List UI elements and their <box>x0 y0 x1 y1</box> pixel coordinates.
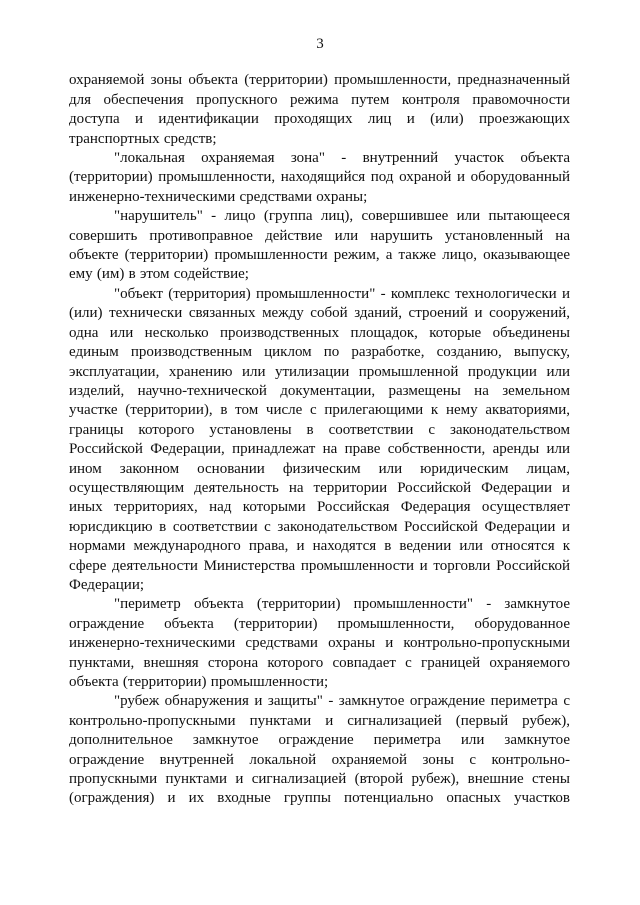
paragraph-definition-local-guarded-zone: "локальная охраняемая зона" - внутренний участок объекта (территории) промышленности, находящийся под охраной и оборудованный инженерно-техническими средствами охраны; <box>69 150 570 205</box>
paragraph-definition-perimeter: "периметр объекта (территории) промышленности" - замкнутое ограждение объекта (территории) промышленности, оборудованное инженерно-техническими средствами охраны и контрольно-пропускными пунктами, внешняя сторона которого совпадает с границей охраняемого объекта (территории) промышленности; <box>69 596 570 690</box>
page-number: 3 <box>316 36 324 52</box>
document-body <box>69 71 570 808</box>
paragraph-continuation-guarded-zone: охраняемой зоны объекта (территории) промышленности, предназначенный для обеспечения пропускного режима путем контроля правомочности доступа и идентификации проходящих лиц и (или) проезжающих транспортных средств; <box>69 72 570 147</box>
paragraph-definition-industry-object: "объект (территория) промышленности" - комплекс технологически и (или) технически связанных между собой зданий, строений и сооружений, одна или несколько производственных площадок, которые объединены единым производственным циклом по разработке, созданию, выпуску, эксплуатации, хранению или утилизации промышленной продукции или изделий, научно-технической документации, размещены на земельном участке (территории), в том числе с прилегающими к нему акваториями, границы которого установлены в соответствии с законодательством Российской Федерации, принадлежат на праве собственности, аренды или ином законном основании физическим или юридическим лицам, осуществляющим деятельность на территории Российской Федерации и иных территориях, над которыми Российская Федерация осуществляет юрисдикцию в соответствии с законодательством Российской Федерации и нормами международного права, и находятся в ведении или относятся к сфере деятельности Министерства промышленности и торговли Российской Федерации; <box>69 285 570 593</box>
paragraph-definition-detection-line: "рубеж обнаружения и защиты" - замкнутое ограждение периметра с контрольно-пропускными пунктами и сигнализацией (первый рубеж), дополнительное замкнутое ограждение периметра или замкнутое ограждение внутренней локальной охраняемой зоны с контрольно-пропускными пунктами и сигнализацией (второй рубеж), внешние стены (ограждения) и их входные группы потенциально опасных участков <box>69 693 570 807</box>
paragraph-definition-intruder: "нарушитель" - лицо (группа лиц), совершившее или пытающееся совершить противоправное действие или нарушить установленный на объекте (территории) промышленности режим, а также лицо, оказывающее ему (им) в этом содействие; <box>69 208 570 283</box>
